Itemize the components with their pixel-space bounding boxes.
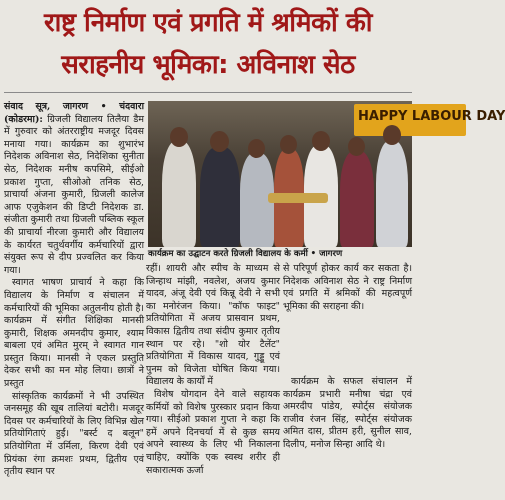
person-figure (162, 141, 196, 247)
headline-line-1: राष्ट्र निर्माण एवं प्रगति में श्रमिकों की (43, 8, 373, 38)
article-column-3-cont (283, 376, 412, 490)
lamp (268, 193, 328, 203)
banner-text: HAPPY LABOUR DAY (358, 109, 505, 124)
photo-caption (148, 248, 412, 260)
person-head (170, 127, 188, 147)
paragraph: कार्यक्रम के सफल संचालन में कार्यक्रम प्रभारी मनीषा चंद्रा एवं अमरदीप पांडेय, स्पोर्ट्स संयोजक राजीव रंजन सिंह, स्पोर्ट्स संयोजक अमित दास, प्रीतम हरी, सुनील साव, दिलीप, मनोज सिन्हा आदि थे। (283, 376, 412, 450)
article-column-2 (146, 263, 280, 491)
person-head (312, 131, 330, 151)
article-column-1 (4, 101, 144, 490)
paragraph: विशेष योगदान देने वाले सहायक कर्मियों को विशेष पुरस्कार प्रदान किया गया। सीईओ प्रकाश गुप्ता ने कहा कि हमें अपने दिनचर्या में से कुछ समय अपने स्वास्थ्य के लिए भी निकालना चाहिए, क्योंकि एक स्वस्थ शरीर ही सकारात्मक ऊर्जा (146, 388, 280, 476)
paragraph: से परिपूर्ण होकर कार्य कर सकता है। निदेशक अविनाश सेठ ने राष्ट्र निर्माण एवं प्रगति में श्रमिकों की महत्वपूर्ण भूमिका की सराहना की। (283, 263, 412, 312)
person-head (248, 139, 265, 158)
article-column-3 (283, 263, 412, 375)
person-figure (376, 141, 408, 247)
paragraph: ग्रिजली विद्यालय तिलैया डैम में गुरुवार को अंतरराष्ट्रीय मजदूर दिवस मनाया गया। कार्यक्रम का शुभारंभ निदेशक अविनाश सेठ, निदेशिका सुनीता सेठ, निदेशक मनीष कपसिमे, सीईओ प्रकाश गुप्ता, सीओओ तनिक सेठ, प्राचार्या अंजना कुमारी, ग्रिजली कालेज आफ एजुकेशन की डिप्टी निदेशक डा. संजीता कुमारी तथा ग्रिजली पब्लिक स्कूल की प्राचार्या नीरजा कुमारी और विद्यालय के कार्यरत चतुर्थवर्गीय कर्मचारियों द्वारा संयुक्त रूप से दीप प्रज्वलित कर किया गया। (4, 113, 144, 276)
person-head (383, 125, 401, 145)
paragraph: सांस्कृतिक कार्यक्रमों ने भी उपस्थित जनसमूह की खूब तालियां बटोरी। मजदूर दिवस पर कर्मचारियों के लिए विभिन्न खेल प्रतियोगिताएं हुईं। "बर्स्ट द बलून" प्रतियोगिता में उर्मिला, किरण देवी एवं प्रियंका रंगा क्रमशः प्रथम, द्वितीय एवं तृतीय स्थान पर (4, 390, 144, 478)
caption-text: कार्यक्रम का उद्घाटन करते ग्रिजली विद्यालय के कर्मी (148, 249, 308, 259)
person-figure (340, 151, 374, 247)
person-head (280, 135, 297, 154)
person-figure (200, 147, 240, 247)
paragraph: रहीं। शायरी और स्पीच के माध्यम से जिन्हाथ मांझी, नवलेश, अजय कुमार यादव, अंजू देवी एवं किन्नू देवी ने सभी का मनोरंजन किया। "कॉफ फाइट" प्रतियोगिता में अजय प्रासवान प्रथम, विकास द्वितीय तथा संदीप कुमार तृतीय स्थान पर रहे। "शो योर टैलेंट" प्रतियोगिता में विकास यादव, गुड्डू एवं पुनम को विजेता घोषित किया गया। विद्यालय के कार्यों में (146, 263, 280, 388)
paragraph: स्वागत भाषण प्राचार्य ने कहा कि विद्यालय के निर्माण व संचालन में कर्मचारियों की भूमिका अतुलनीय होती है। कार्यक्रम में संगीत शिक्षिका मानसी कुमारी, शिक्षक अमनदीप कुमार, श्याम बाबला एवं अमित मुरम् ने स्वागत गान प्रस्तुत किया। मानसी ने एकल प्रस्तुति देकर सभी का मन मोह लिया। छात्रों ने प्रस्तुत (4, 277, 144, 390)
headline-rule (4, 92, 412, 93)
event-photo (148, 101, 505, 247)
headline-line-2: सराहनीय भूमिका: अविनाश सेठ (61, 50, 355, 80)
dateline: संवाद सूत्र, जागरण • चंदवारा (कोडरमा): (4, 101, 144, 125)
caption-credit: • जागरण (310, 249, 343, 259)
headline (6, 2, 410, 86)
person-head (210, 131, 229, 152)
person-head (348, 137, 365, 156)
